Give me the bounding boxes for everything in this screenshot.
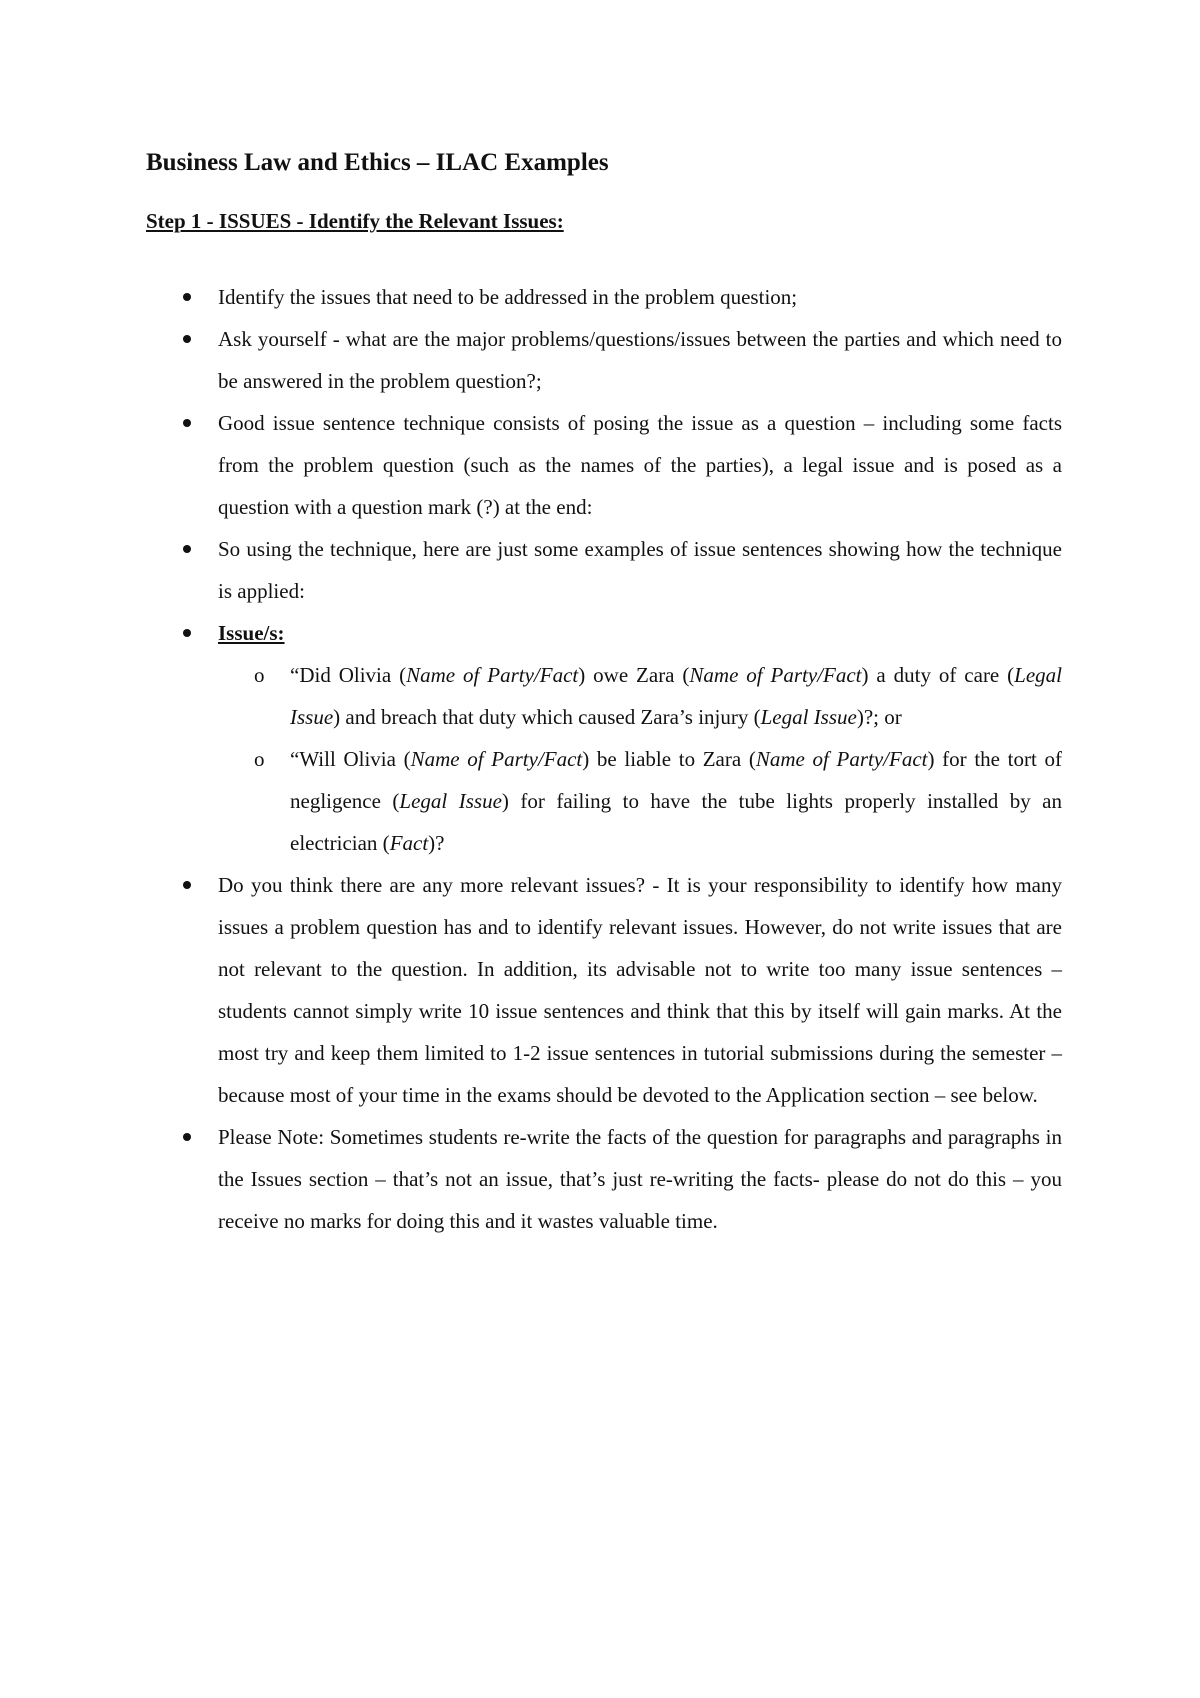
list-item [146,864,1062,1116]
bullet-icon [183,335,191,343]
example-text: “Will Olivia ( [290,747,411,771]
list-item-text: Do you think there are any more relevant issues? - It is your responsibility to identify how many issues a problem question has and to identify relevant issues. However, do not write issues that are not relevant to the question. In addition, its advisable not to write too many issue sentences – students cannot simply write 10 issue sentences and think that this by itself will gain marks. At the most try and keep them limited to 1-2 issue sentences in tutorial submissions during the semester – because most of your time in the exams should be devoted to the Application section – see below. [218,873,1062,1107]
list-item-text: Good issue sentence technique consists of posing the issue as a question – including some facts from the problem question (such as the names of the parties), a legal issue and is posed as a question with a question mark (?) at the end: [218,411,1062,519]
example-text: ) be liable to Zara ( [582,747,756,771]
list-item [146,528,1062,612]
list-item-text: Ask yourself - what are the major problems/questions/issues between the parties and which need to be answered in the problem question?; [218,327,1062,393]
example-text: ) for failing to have the tube lights properly installed by an electrician ( [290,789,1062,855]
main-bullet-list [146,276,1062,1242]
bullet-icon [183,629,191,637]
example-text: ) for the tort of negligence ( [290,747,1062,813]
bullet-icon [183,881,191,889]
example-text: “Did Olivia ( [290,663,407,687]
issue-example-1 [218,654,1062,738]
example-annotation: Fact [389,831,429,855]
example-text: )? [428,831,445,855]
example-text: ) owe Zara ( [578,663,690,687]
issue-example-2 [218,738,1062,864]
example-annotation: Name of Party/Fact [406,663,579,687]
example-annotation: Name of Party/Fact [755,747,928,771]
sub-bullet-icon: o [254,747,265,771]
list-item [146,1116,1062,1242]
list-item [146,402,1062,528]
step-heading: Step 1 - ISSUES - Identify the Relevant Issues: [146,209,564,233]
example-annotation: Legal Issue [399,789,502,813]
example-annotation: Name of Party/Fact [689,663,862,687]
bullet-icon [183,1133,191,1141]
example-text: ) a duty of care ( [861,663,1015,687]
list-item [146,318,1062,402]
issues-label: Issue/s: [218,621,285,645]
list-item-text: Please Note: Sometimes students re-write the facts of the question for paragraphs and paragraphs in the Issues section – that’s not an issue, that’s just re-writing the facts- please do not do this – you receive no marks for doing this and it wastes valuable time. [218,1125,1062,1233]
list-item-text: Identify the issues that need to be addressed in the problem question; [218,285,798,309]
example-annotation: Legal Issue [290,663,1062,729]
list-item-text: So using the technique, here are just some examples of issue sentences showing how the technique is applied: [218,537,1062,603]
sub-bullet-icon: o [254,663,265,687]
document-title: Business Law and Ethics – ILAC Examples [146,149,609,176]
example-text: )?; or [856,705,902,729]
list-item-issues [146,612,1062,864]
example-annotation: Name of Party/Fact [410,747,583,771]
bullet-icon [183,293,191,301]
bullet-icon [183,545,191,553]
issue-examples-list [218,654,1062,864]
example-text: ) and breach that duty which caused Zara’s injury ( [333,705,761,729]
bullet-icon [183,419,191,427]
list-item [146,276,1062,318]
example-annotation: Legal Issue [760,705,857,729]
